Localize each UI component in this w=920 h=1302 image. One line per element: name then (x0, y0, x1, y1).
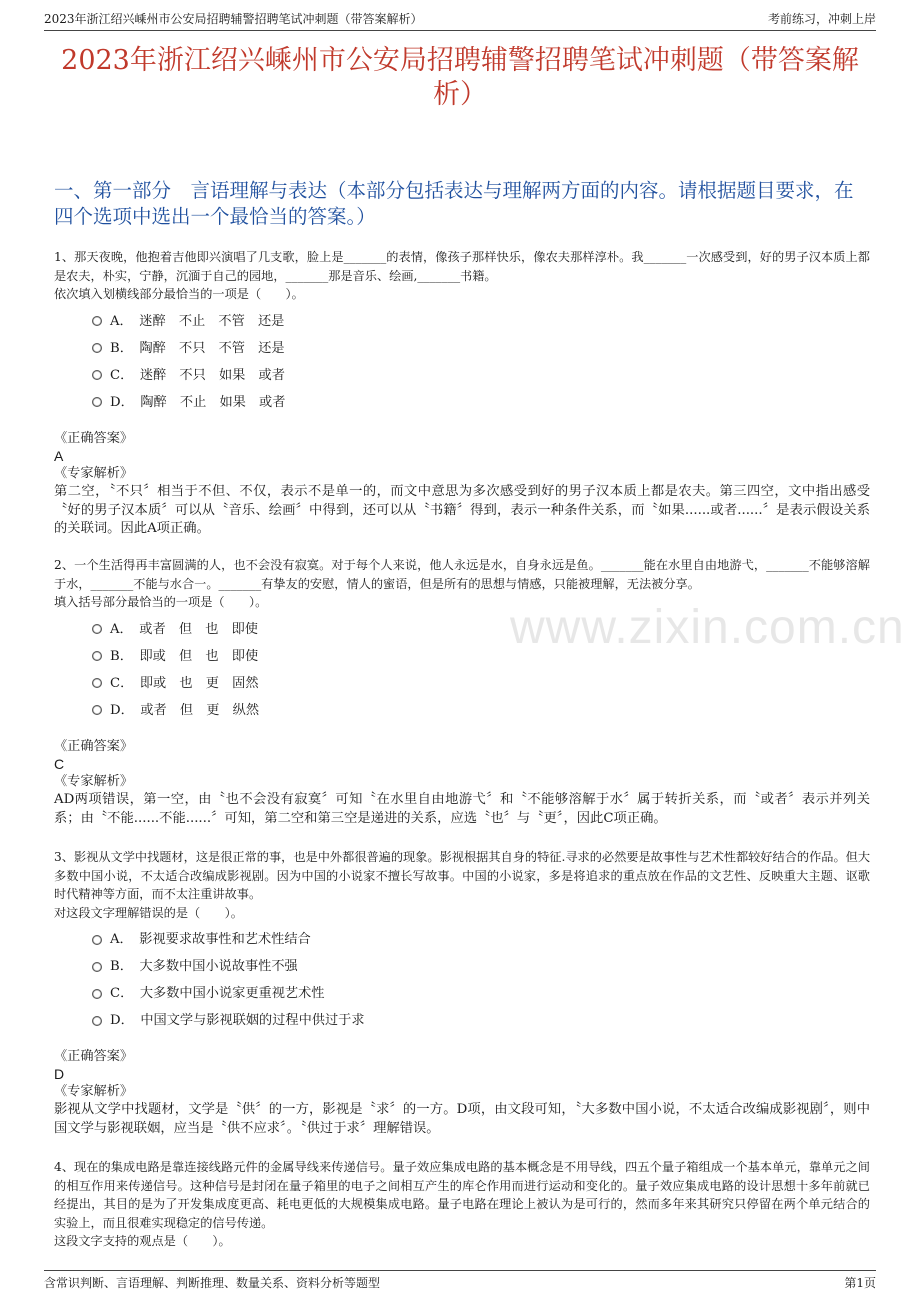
document-title: 2023年浙江绍兴嵊州市公安局招聘辅警招聘笔试冲刺题（带答案解析） (61, 45, 859, 110)
option-label: B． 即或 但 也 即使 (110, 648, 259, 664)
answer-block-1 (54, 430, 870, 539)
radio-icon[interactable] (92, 370, 102, 380)
answer-value: C (54, 756, 65, 772)
option-label: D． 中国文学与影视联姻的过程中供过于求 (110, 1013, 365, 1028)
option-b[interactable] (92, 953, 870, 980)
radio-icon[interactable] (92, 343, 102, 353)
question-stem: 1、那天夜晚，他抱着吉他即兴演唱了几支歌，脸上是_______的表情，像孩子那样快乐，像农夫那样淳朴。我_______一次感受到，好的男子汉本质上都是农夫，朴实，宁静，沉湎于自己的园地，_______那是音乐、绘画,_______书籍。 (54, 250, 870, 283)
analysis-label: 《专家解析》 (54, 1084, 134, 1099)
radio-icon[interactable] (92, 397, 102, 407)
radio-icon[interactable] (92, 316, 102, 326)
question-prompt: 对这段文字理解错误的是（ ）。 (54, 905, 243, 920)
option-a[interactable] (92, 616, 870, 643)
option-a[interactable] (92, 926, 870, 953)
option-label: B． 陶醉 不只 不管 还是 (110, 340, 285, 356)
question-prompt: 填入括号部分最恰当的一项是（ ）。 (54, 595, 268, 609)
analysis-label: 《专家解析》 (54, 466, 134, 481)
answer-value: D (54, 1066, 65, 1082)
option-label: C． 即或 也 更 固然 (110, 675, 259, 691)
page-number: 第1页 (844, 1276, 876, 1290)
answer-block-3 (54, 1048, 870, 1138)
radio-icon[interactable] (92, 678, 102, 688)
question-1 (54, 248, 870, 416)
option-d[interactable] (92, 389, 870, 416)
option-list (92, 616, 870, 724)
question-prompt: 这段文字支持的观点是（ ）。 (54, 1234, 231, 1248)
option-label: C． 迷醉 不只 如果 或者 (110, 367, 285, 383)
analysis-text: 影视从文学中找题材，文学是〝供〞的一方，影视是〝求〞的一方。D项，由文段可知，〝大多数中国小说，不太适合改编成影视剧〞，则中国文学与影视联姻，应当是〝供不应求〞。〝供过于求〞理解错误。 (54, 1102, 870, 1136)
question-stem: 2、一个生活得再丰富圆满的人，也不会没有寂寞。对于每个人来说，他人永远是水，自身永远是鱼。_______能在水里自由地游弋，_______不能够溶解于水，_______不能与水合一。_______有挚友的安慰，情人的蜜语，但是所有的思想与情感，只能被理解，无法被分享。 (54, 558, 870, 591)
option-c[interactable] (92, 670, 870, 697)
option-label: B． 大多数中国小说故事性不强 (110, 959, 298, 974)
option-label: A． 影视要求故事性和艺术性结合 (110, 932, 311, 947)
radio-icon[interactable] (92, 935, 102, 945)
question-2 (54, 556, 870, 724)
radio-icon[interactable] (92, 962, 102, 972)
page-header (44, 10, 876, 31)
option-label: D． 或者 但 更 纵然 (110, 702, 260, 718)
question-3 (54, 848, 870, 1034)
analysis-label: 《专家解析》 (54, 774, 134, 789)
option-label: C． 大多数中国小说家更重视艺术性 (110, 986, 325, 1001)
answer-label: 《正确答案》 (54, 1049, 134, 1064)
option-d[interactable] (92, 1007, 870, 1034)
option-c[interactable] (92, 362, 870, 389)
radio-icon[interactable] (92, 1016, 102, 1026)
header-doc-title: 2023年浙江绍兴嵊州市公安局招聘辅警招聘笔试冲刺题（带答案解析） (44, 12, 423, 26)
question-stem: 3、影视从文学中找题材，这是很正常的事，也是中外都很普遍的现象。影视根据其自身的特征.寻求的必然要是故事性与艺术性都较好结合的作品。但大多数中国小说，不太适合改编成影视剧。因为中国的小说家不擅长写故事。中国的小说家，多是将追求的重点放在作品的文艺性、反映重大主题、讴歌时代精神等方面，而不太注重讲故事。 (54, 850, 871, 901)
answer-label: 《正确答案》 (54, 431, 134, 446)
option-c[interactable] (92, 980, 870, 1007)
option-label: A． 或者 但 也 即使 (110, 621, 258, 637)
radio-icon[interactable] (92, 624, 102, 634)
question-prompt: 依次填入划横线部分最恰当的一项是（ ）。 (54, 287, 304, 301)
header-slogan: 考前练习，冲刺上岸 (767, 12, 876, 26)
option-label: D． 陶醉 不止 如果 或者 (110, 394, 286, 410)
radio-icon[interactable] (92, 651, 102, 661)
option-label: A． 迷醉 不止 不管 还是 (110, 313, 285, 329)
answer-block-2 (54, 738, 870, 828)
watermark-text: www.zixin.com.cn (510, 601, 905, 654)
radio-icon[interactable] (92, 705, 102, 715)
question-4 (54, 1158, 870, 1251)
option-list (92, 308, 870, 416)
option-list (92, 926, 870, 1034)
page-footer (44, 1270, 876, 1291)
section-heading: 一、第一部分 言语理解与表达（本部分包括表达与理解两方面的内容。请根据题目要求，在四个选项中选出一个最恰当的答案。） (54, 179, 854, 228)
footer-topics: 含常识判断、言语理解、判断推理、数量关系、资料分析等题型 (44, 1276, 381, 1290)
option-d[interactable] (92, 697, 870, 724)
radio-icon[interactable] (92, 989, 102, 999)
option-a[interactable] (92, 308, 870, 335)
option-b[interactable] (92, 335, 870, 362)
answer-label: 《正确答案》 (54, 739, 134, 754)
answer-value: A (54, 448, 64, 464)
analysis-text: AD两项错误，第一空，由〝也不会没有寂寞〞可知〝在水里自由地游弋〞和〝不能够溶解于水〞属于转折关系，而〝或者〞表示并列关系；由〝不能......不能......〞可知，第二空和第三空是递进的关系，应选〝也〞与〝更〞，因此C项正确。 (54, 792, 870, 826)
analysis-text: 第二空，〝不只〞相当于不但、不仅，表示不是单一的，而文中意思为多次感受到好的男子汉本质上都是农夫。第三四空，文中指出感受〝好的男子汉本质〞可以从〝音乐、绘画〞中得到，还可以从〝书籍〞得到，表示一种条件关系，而〝如果......或者......〞是表示假设关系的关联词。因此A项正确。 (54, 484, 870, 536)
question-stem: 4、现在的集成电路是靠连接线路元件的金属导线来传递信号。量子效应集成电路的基本概念是不用导线，四五个量子箱组成一个基本单元，靠单元之间的相互作用来传递信号。这种信号是封闭在量子箱里的电子之间相互产生的库仑作用而进行运动和变化的。量子效应集成电路的设计思想十多年前就已经提出，其目的是为了开发集成度更高、耗电更低的大规模集成电路。量子电路在理论上被认为是可行的，然而多年来其研究只停留在两个单元结合的实验上，而且很难实现稳定的信号传递。 (54, 1160, 870, 1230)
option-b[interactable] (92, 643, 870, 670)
